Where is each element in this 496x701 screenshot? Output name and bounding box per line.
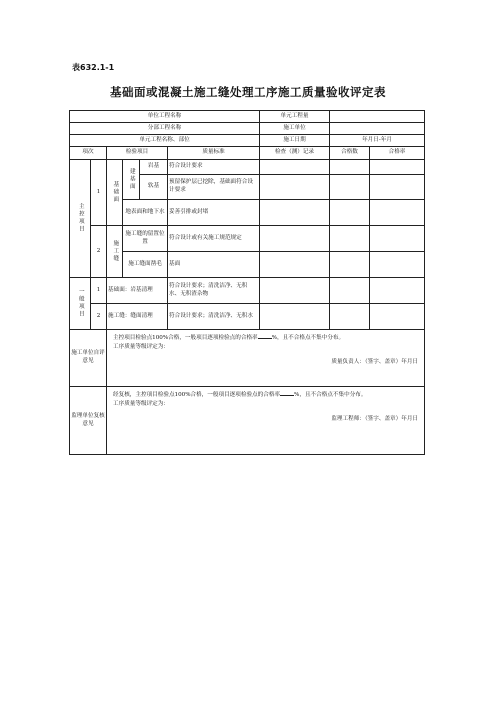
record-cell bbox=[260, 200, 330, 226]
general-item-number: 2 bbox=[91, 304, 107, 330]
standard-rock-base-cleaning: 符合设计要求；清洗洁净、无积水、无积渣杂物 bbox=[168, 278, 260, 304]
qualified-cell bbox=[330, 304, 370, 330]
standard-joint-cleaning: 符合设计要求；清洗洁净、无积水 bbox=[168, 304, 260, 330]
pass-rate-cell bbox=[370, 304, 425, 330]
record-cell bbox=[260, 252, 330, 278]
unit-project-name-label: 单位工程名称 bbox=[70, 111, 260, 123]
item-joint-roughening: 施工缝面凿毛 bbox=[123, 252, 168, 278]
pass-rate-blank bbox=[258, 338, 272, 339]
col-header-pass-rate: 合格率 bbox=[370, 147, 425, 160]
self-eval-signature: 质量负责人：（签字、盖章）年月日 bbox=[331, 358, 419, 365]
col-header-quality-standard: 质量标准 bbox=[168, 147, 260, 160]
col-header-record: 检查（测）记录 bbox=[260, 147, 330, 160]
qualified-cell bbox=[330, 252, 370, 278]
pass-rate-cell bbox=[370, 160, 425, 175]
supervisor-line1-a: 经复核，主控项目检验点100%合格，一般项目逐项检验点的合格率 bbox=[113, 392, 281, 398]
construction-unit-label: 施工单位 bbox=[260, 123, 330, 135]
col-header-qualified-count: 合格数 bbox=[330, 147, 370, 160]
supervisor-line1-b: %，且不合格点不集中分布。 bbox=[294, 392, 367, 398]
col-header-inspection-item: 检验项目 bbox=[107, 147, 168, 160]
group-construction-joint: 施工缝 bbox=[107, 226, 123, 278]
subgroup-foundation-plane: 建基面 bbox=[123, 160, 140, 200]
construction-unit-value bbox=[330, 123, 425, 135]
qualified-cell bbox=[330, 175, 370, 200]
self-eval-line1-a: 主控项目检验点100%合格，一般项目逐项检验点的合格率 bbox=[113, 335, 258, 341]
pass-rate-cell bbox=[370, 278, 425, 304]
standard-ground-water: 妥善引排或封堵 bbox=[168, 200, 260, 226]
standard-rock-base: 符合设计要求 bbox=[168, 160, 260, 175]
page-title: 基础面或混凝土施工缝处理工序施工质量验收评定表 bbox=[110, 85, 386, 99]
main-control-label: 主控项目 bbox=[70, 160, 91, 278]
item-ground-water: 地表面和地下水 bbox=[123, 200, 168, 226]
self-eval-line2: 工序质量等级评定为： bbox=[113, 343, 169, 350]
pass-rate-cell bbox=[370, 200, 425, 226]
item-joint-position: 施工缝的留置位置 bbox=[123, 226, 168, 252]
standard-joint-position: 符合设计或有关施工规范规定 bbox=[168, 226, 260, 252]
self-eval-line1-b: %，且不合格点不集中分布。 bbox=[271, 335, 345, 341]
unit-work-quantity-value bbox=[330, 111, 425, 123]
form-code: 表632.1-1 bbox=[72, 63, 115, 72]
general-item-number: 1 bbox=[91, 278, 107, 304]
standard-soft-base: 预留保护层已挖除，基础面符合设计要求 bbox=[168, 175, 260, 200]
self-eval-content bbox=[107, 330, 425, 387]
pass-rate-cell bbox=[370, 252, 425, 278]
construction-date-label: 施工日期 bbox=[260, 135, 330, 147]
qualified-cell bbox=[330, 200, 370, 226]
supervisor-signature: 监理工程师：（签字、盖章）年月日 bbox=[331, 415, 419, 422]
division-project-name-label: 分部工程名称 bbox=[70, 123, 260, 135]
self-eval-label: 施工单位自评意见 bbox=[70, 330, 107, 387]
supervisor-content bbox=[107, 387, 425, 455]
item-joint-cleaning: 施工缝：缝面清理 bbox=[107, 304, 168, 330]
pass-rate-cell bbox=[370, 226, 425, 252]
unit-name-part-label: 单元工程名称、部位 bbox=[70, 135, 260, 147]
record-cell bbox=[260, 175, 330, 200]
record-cell bbox=[260, 304, 330, 330]
item-soft-base: 软基 bbox=[140, 175, 168, 200]
main-item-number: 1 bbox=[91, 160, 107, 226]
pass-rate-blank bbox=[280, 395, 294, 396]
qualified-cell bbox=[330, 226, 370, 252]
qualified-cell bbox=[330, 160, 370, 175]
item-rock-base-cleaning: 基础面：岩基清理 bbox=[107, 278, 168, 304]
record-cell bbox=[260, 160, 330, 175]
col-header-item-type: 项次 bbox=[70, 147, 107, 160]
record-cell bbox=[260, 278, 330, 304]
unit-work-quantity-label: 单元工程量 bbox=[260, 111, 330, 123]
record-cell bbox=[260, 226, 330, 252]
pass-rate-cell bbox=[370, 175, 425, 200]
inspection-table bbox=[69, 110, 425, 455]
group-foundation-surface: 基础面 bbox=[107, 160, 123, 226]
supervisor-label: 监理单位复核意见 bbox=[70, 387, 107, 455]
construction-date-value: 年月日-年月 bbox=[330, 135, 425, 147]
standard-joint-roughening: 基面 bbox=[168, 252, 260, 278]
qualified-cell bbox=[330, 278, 370, 304]
item-rock-base: 岩基 bbox=[140, 160, 168, 175]
main-item-number: 2 bbox=[91, 226, 107, 278]
general-label: 一般项目 bbox=[70, 278, 91, 330]
supervisor-line2: 工序质量等级评定为： bbox=[113, 400, 169, 407]
